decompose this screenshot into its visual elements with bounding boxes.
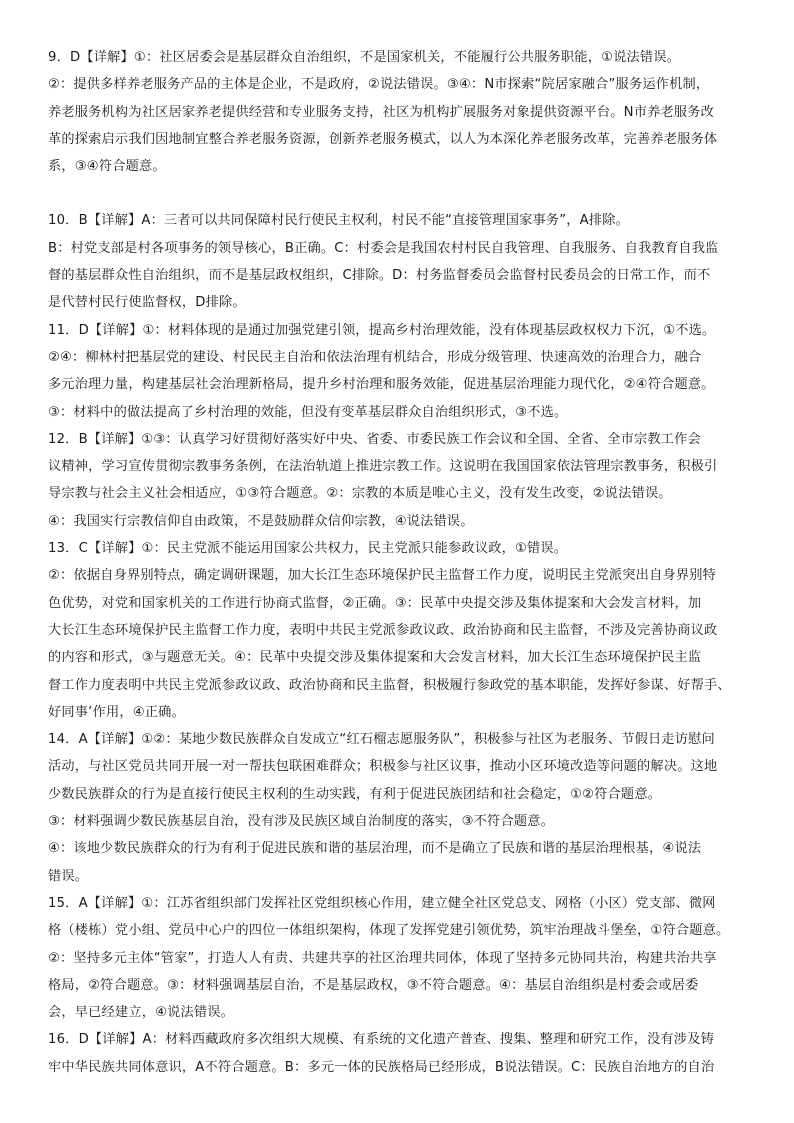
text-line: 大长江生态环境保护民主监督工作力度，表明中共民主党派参政议政、政治协商和民主监督，不涉及完善协商议政 [48,622,718,638]
text-line: 的内容和形式，③与题意无关。④：民革中央提交涉及集体提案和大会发言材料，加大长江生态环境保护民主监 [48,650,702,666]
text-line: 少数民族群众的行为是直接行使民主权利的生动实践，有利于促进民族团结和社会稳定，①②符合题意。 [48,786,662,802]
text-line: 错误。 [48,868,89,884]
answer-block-10-16 [48,207,752,1081]
text-line: 色优势，对党和国家机关的工作进行协商式监督，②正确。③：民革中央提交涉及集体提案和大会发言材料，加 [48,595,702,611]
text-line: 会，早已经建立，④说法错误。 [48,1005,235,1021]
text-line: 牢中华民族共同体意识，A不符合题意。B：多元一体的民族格局已经形成，B说法错误。C：民族自治地方的自治 [48,1059,715,1075]
text-line: 督工作力度表明中共民主党派参政议政、政治协商和民主监督，积极履行参政党的基本职能，发挥好参谋、好帮手、 [48,677,731,693]
text-line: 系，③④符合题意。 [48,159,166,175]
text-line: 好同事’作用，④正确。 [48,704,185,720]
text-line: 16．D【详解】A：材料西藏政府多次组织大规模、有系统的文化遗产普查、搜集、整理和研究工作，没有涉及铸 [48,1032,714,1048]
text-line: B：村党支部是村各项事务的领导核心，B正确。C：村委会是我国农村村民自我管理、自我服务、自我教育自我监 [48,240,719,256]
answer-block-9 [48,44,752,180]
text-line: ②：提供多样养老服务产品的主体是企业，不是政府，②说法错误。③④：N市探索“院居家融合”服务运作机制， [48,77,710,93]
text-line: 10．B【详解】A：三者可以共同保障村民行使民主权利，村民不能“直接管理国家事务”，A排除。 [48,213,630,229]
text-line: 议精神，学习宣传贯彻宗教事务条例，在法治轨道上推进宗教工作。这说明在我国国家依法管理宗教事务，积极引 [48,459,718,475]
text-line: ③：材料中的做法提高了乡村治理的效能，但没有变革基层群众自治组织形式，③不选。 [48,404,568,420]
text-line: 多元治理力量，构建基层社会治理新格局，提升乡村治理和服务效能，促进基层治理能力现代化，②④符合题意。 [48,377,715,393]
text-line: 格（楼栋）党小组、党员中心户的四位一体组织架构，体现了发挥党建引领优势，筑牢治理战斗堡垒，①符合题意。 [48,923,730,939]
text-line: ④：我国实行宗教信仰自由政策，不是鼓励群众信仰宗教，④说法错误。 [48,513,474,529]
text-line: 督的基层群众性自治组织，而不是基层政权组织，C排除。D：村务监督委员会监督村民委员会的日常工作，而不 [48,268,711,284]
text-line: 革的探索启示我们因地制宜整合养老服务资源，创新养老服务模式，以人为本深化养老服务改革，完善养老服务体 [48,131,718,147]
text-line: 15．A【详解】①：江苏省组织部门发挥社区党组织核心作用，建立健全社区党总支、网格（小区）党支部、微网 [48,895,716,911]
text-line: 14．A【详解】①②：某地少数民族群众自发成立“红石榴志愿服务队”，积极参与社区为老服务、节假日走访慰问 [48,732,715,748]
text-line: 11．D【详解】①：材料体现的是通过加强党建引领，提高乡村治理效能，没有体现基层政权权力下沉，①不选。 [48,322,716,338]
answer-explanation-page [48,44,752,1081]
text-line: 13．C【详解】①：民主党派不能运用国家公共权力，民主党派只能参政议政，①错误。 [48,541,568,557]
text-line: ②：坚持多元主体“管家”，打造人人有责、共建共享的社区治理共同体，体现了坚持多元协同共治，构建共治共享 [48,950,717,966]
text-line: 格局，②符合题意。③：材料强调基层自治，不是基层政权，③不符合题意。④：基层自治组织是村委会或居委 [48,977,699,993]
text-line: ③：材料强调少数民族基层自治，没有涉及民族区域自治制度的落实，③不符合题意。 [48,814,554,830]
text-line: 活动，与社区党员共同开展一对一帮扶包联困难群众；积极参与社区议事，推动小区环境改造等问题的解决。这地 [48,759,718,775]
text-line: 养老服务机构为社区居家养老提供经营和专业服务支持，社区为机构扩展服务对象提供资源平台。N市养老服务改 [48,104,715,120]
text-line: 12．B【详解】①③：认真学习好贯彻好落实好中央、省委、市委民族工作会议和全国、全省、全市宗教工作会 [48,431,701,447]
text-line: 导宗教与社会主义社会相适应，①③符合题意。②：宗教的本质是唯心主义，没有发生改变，②说法错误。 [48,486,672,502]
text-line: 是代替村民行使监督权，D排除。 [48,295,246,311]
text-line: ④：该地少数民族群众的行为有利于促进民族和谐的基层治理，而不是确立了民族和谐的基层治理根基，④说法 [48,841,702,857]
text-line: 9．D【详解】①：社区居委会是基层群众自治组织，不是国家机关，不能履行公共服务职能，①说法错误。 [48,50,681,65]
text-line: ②：依据自身界别特点，确定调研课题，加大长江生态环境保护民主监督工作力度，说明民主党派突出自身界别特 [48,568,717,584]
paragraph-gap [48,180,752,207]
text-line: ②④：柳林村把基层党的建设、村民民主自治和依法治理有机结合，形成分级管理、快速高效的治理合力，融合 [48,349,702,365]
